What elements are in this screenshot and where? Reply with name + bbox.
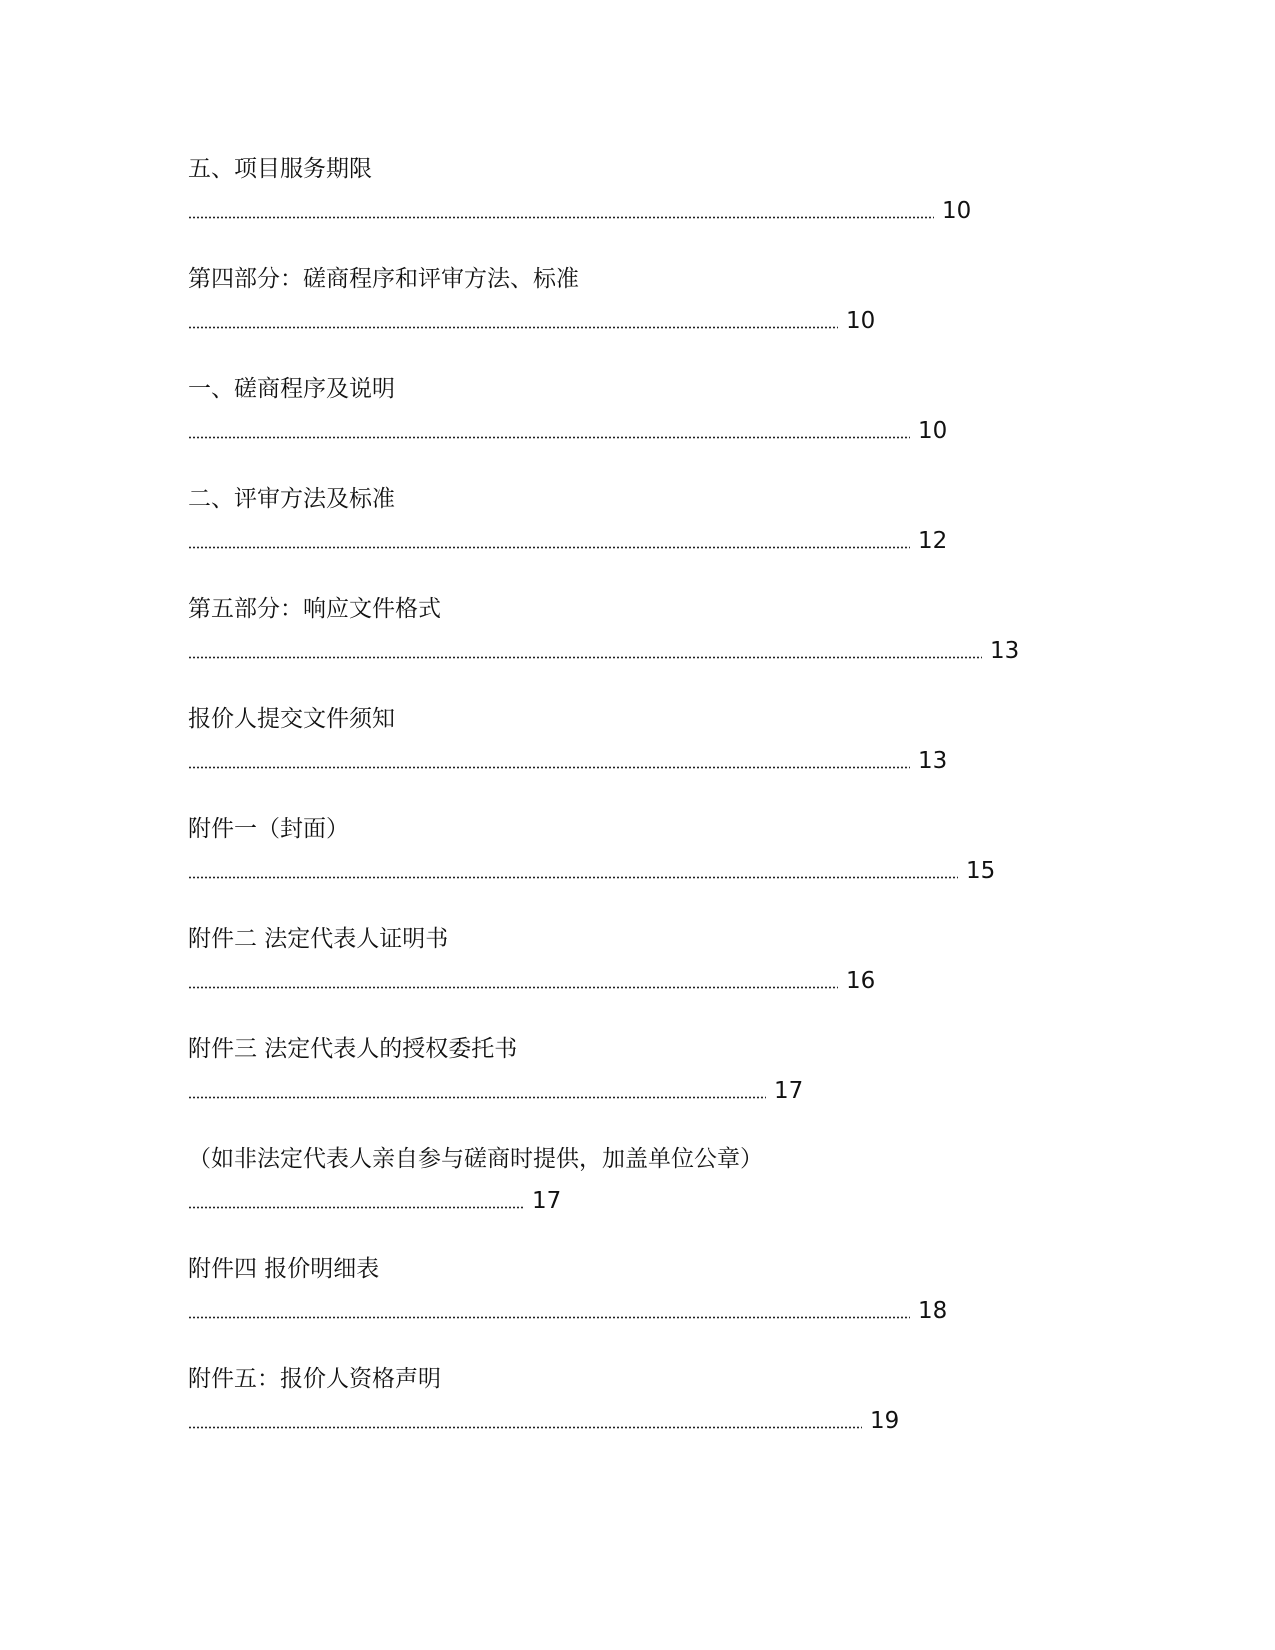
toc-page-number: 16 — [846, 968, 876, 994]
toc-entry-title: 一、磋商程序及说明 — [188, 376, 395, 402]
toc-dot-leader — [188, 216, 934, 219]
toc-entry[interactable] — [188, 592, 1088, 702]
toc-entry[interactable] — [188, 262, 1088, 372]
toc-dot-leader — [188, 656, 982, 659]
toc-entry[interactable] — [188, 922, 1088, 1032]
toc-page-number: 17 — [774, 1078, 804, 1104]
toc-dot-leader — [188, 1426, 862, 1429]
toc-page-number: 10 — [942, 198, 972, 224]
toc-dot-leader — [188, 1206, 524, 1209]
toc-entry[interactable] — [188, 812, 1088, 922]
toc-page-number: 18 — [918, 1298, 948, 1324]
toc-entry-title: （如非法定代表人亲自参与磋商时提供，加盖单位公章） — [188, 1146, 763, 1172]
toc-entry[interactable] — [188, 152, 1088, 262]
toc-entry-title: 第四部分：磋商程序和评审方法、标准 — [188, 266, 579, 292]
toc-leader-line — [188, 1404, 899, 1438]
toc-dot-leader — [188, 1096, 766, 1099]
toc-leader-line — [188, 1074, 803, 1108]
toc-page-number: 19 — [870, 1408, 900, 1434]
toc-dot-leader — [188, 546, 910, 549]
toc-entry[interactable] — [188, 482, 1088, 592]
toc-dot-leader — [188, 766, 910, 769]
toc-entry-title: 附件三 法定代表人的授权委托书 — [188, 1036, 518, 1062]
toc-leader-line — [188, 1294, 947, 1328]
table-of-contents — [188, 152, 1088, 1472]
toc-dot-leader — [188, 326, 838, 329]
toc-entry-title: 第五部分：响应文件格式 — [188, 596, 441, 622]
toc-entry[interactable] — [188, 1032, 1088, 1142]
toc-page-number: 10 — [918, 418, 948, 444]
toc-leader-line — [188, 744, 947, 778]
toc-entry-title: 二、评审方法及标准 — [188, 486, 395, 512]
toc-entry-title: 附件一（封面） — [188, 816, 349, 842]
toc-leader-line — [188, 854, 995, 888]
toc-entry[interactable] — [188, 1252, 1088, 1362]
toc-dot-leader — [188, 876, 958, 879]
toc-entry[interactable] — [188, 372, 1088, 482]
toc-dot-leader — [188, 436, 910, 439]
toc-entry-title: 附件二 法定代表人证明书 — [188, 926, 449, 952]
toc-page-number: 10 — [846, 308, 876, 334]
toc-page-number: 13 — [990, 638, 1020, 664]
toc-leader-line — [188, 964, 875, 998]
toc-page-number: 17 — [532, 1188, 562, 1214]
toc-dot-leader — [188, 986, 838, 989]
toc-entry[interactable] — [188, 1362, 1088, 1472]
toc-leader-line — [188, 1184, 561, 1218]
toc-leader-line — [188, 194, 971, 228]
toc-leader-line — [188, 414, 947, 448]
toc-entry-title: 报价人提交文件须知 — [188, 706, 395, 732]
toc-dot-leader — [188, 1316, 910, 1319]
toc-entry[interactable] — [188, 702, 1088, 812]
toc-entry-title: 附件五：报价人资格声明 — [188, 1366, 441, 1392]
toc-page-number: 12 — [918, 528, 948, 554]
toc-entry-title: 五、项目服务期限 — [188, 156, 372, 182]
toc-leader-line — [188, 524, 947, 558]
toc-leader-line — [188, 634, 1019, 668]
toc-page-number: 15 — [966, 858, 996, 884]
toc-entry-title: 附件四 报价明细表 — [188, 1256, 380, 1282]
toc-entry[interactable] — [188, 1142, 1088, 1252]
toc-leader-line — [188, 304, 875, 338]
toc-page-number: 13 — [918, 748, 948, 774]
